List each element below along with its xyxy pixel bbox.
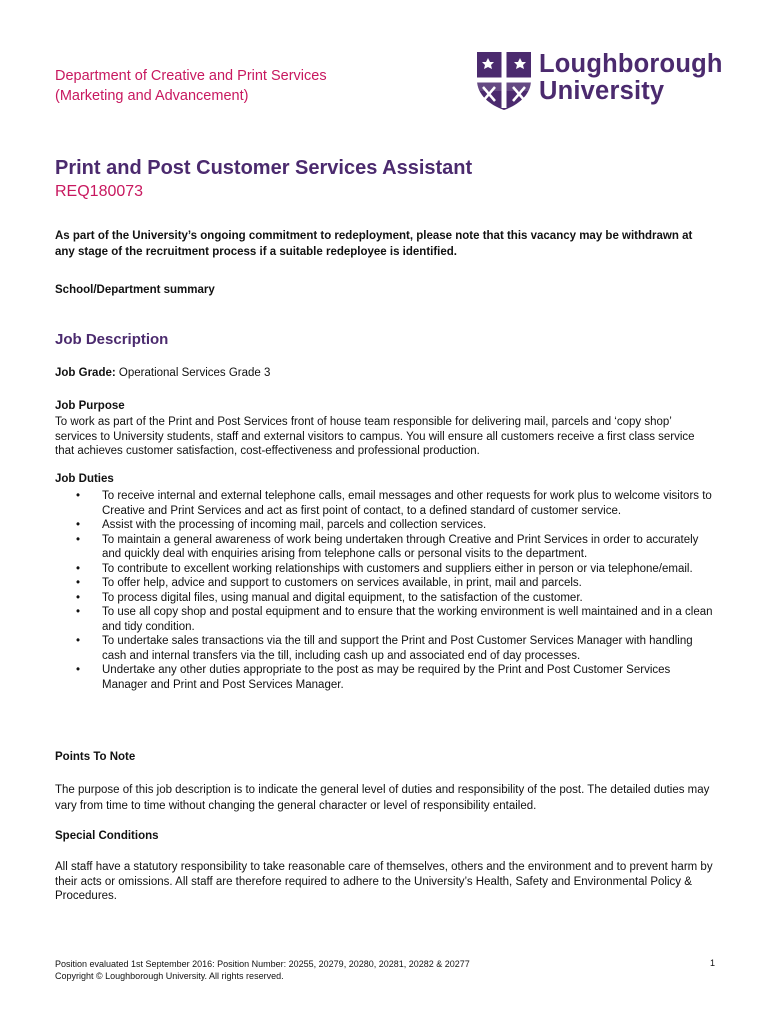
job-purpose-heading: Job Purpose — [55, 400, 125, 412]
university-crest-icon — [474, 50, 534, 112]
job-duties-heading: Job Duties — [55, 473, 114, 485]
footer-position-line: Position evaluated 1st September 2016: Position Number: 20255, 20279, 20280, 20281, 20282 & 20277 — [55, 959, 470, 969]
redeployment-notice: As part of the University’s ongoing commitment to redeployment, please note that this vacancy may be withdrawn at any stage of the recruitment process if a suitable redeployee is identified. — [55, 230, 693, 258]
job-grade-value: Operational Services Grade 3 — [115, 367, 271, 379]
department-line-1: Department of Creative and Print Services — [55, 68, 327, 84]
list-item: • To receive internal and external telephone calls, email messages and other requests for work plus to welcome visitors to Creative and Print Services and act as first point of contact, to a defined standard of customer service. — [55, 489, 715, 518]
department-line-2: (Marketing and Advancement) — [55, 87, 249, 104]
special-conditions-text: All staff have a statutory responsibility to take reasonable care of themselves, others and the environment and to prevent harm by their acts or omissions. All staff are therefore required to adhere to the University’s Health, Safety and Environmental Policy & Procedures. — [55, 861, 713, 902]
job-grade-label: Job Grade: — [55, 367, 116, 379]
page-number: 1 — [709, 958, 715, 968]
job-purpose-text: To work as part of the Print and Post Services front of house team responsible for delivering mail, parcels and ‘copy shop’ services to University students, staff and external visitors to campus. You will ensure all customers receive a first class service that achieves customer satisfaction, cost-effectiveness and professional production. — [55, 416, 695, 457]
logo-line-1: Loughborough — [539, 50, 723, 78]
list-item: • To maintain a general awareness of work being undertaken through Creative and Print Services in order to accurately and quickly deal with enquiries arising from telephone calls or personal visits to the department. — [55, 533, 715, 562]
page-footer — [55, 958, 715, 982]
reference-number: REQ180073 — [55, 183, 144, 200]
special-conditions-heading: Special Conditions — [55, 830, 159, 842]
list-item: • To offer help, advice and support to customers on services available, in print, mail and parcels. — [55, 576, 715, 591]
job-duties-list — [55, 489, 715, 692]
list-item: • To undertake sales transactions via the till and support the Print and Post Customer Services Manager with handling cash and internal transfers via the till, including cash up and associated end of day processes. — [55, 634, 715, 663]
list-item: • Undertake any other duties appropriate to the post as may be required by the Print and Post Customer Services Manager and Print and Post Services Manager. — [55, 663, 715, 692]
list-item: • To contribute to excellent working relationships with customers and suppliers either in person or via telephone/email. — [55, 562, 715, 577]
logo-line-2: University — [539, 77, 665, 105]
department-heading — [55, 67, 455, 106]
points-to-note-text: The purpose of this job description is to indicate the general level of duties and responsibility of the post. The detailed duties may vary from time to time without changing the general character or level of responsibility entailed. — [55, 784, 710, 812]
job-description-heading: Job Description — [55, 331, 169, 348]
logo-wordmark — [539, 51, 723, 105]
university-logo — [474, 50, 724, 112]
page-title: Print and Post Customer Services Assistant — [55, 157, 473, 179]
list-item: • To use all copy shop and postal equipment and to ensure that the working environment is well maintained and in a clean and tidy condition. — [55, 605, 715, 634]
list-item: • Assist with the processing of incoming mail, parcels and collection services. — [55, 518, 715, 533]
list-item: • To process digital files, using manual and digital equipment, to the satisfaction of the customer. — [55, 591, 715, 606]
points-to-note-heading: Points To Note — [55, 751, 136, 763]
summary-heading: School/Department summary — [55, 284, 215, 296]
job-grade — [55, 367, 270, 379]
footer-copyright: Copyright © Loughborough University. All rights reserved. — [55, 971, 284, 981]
